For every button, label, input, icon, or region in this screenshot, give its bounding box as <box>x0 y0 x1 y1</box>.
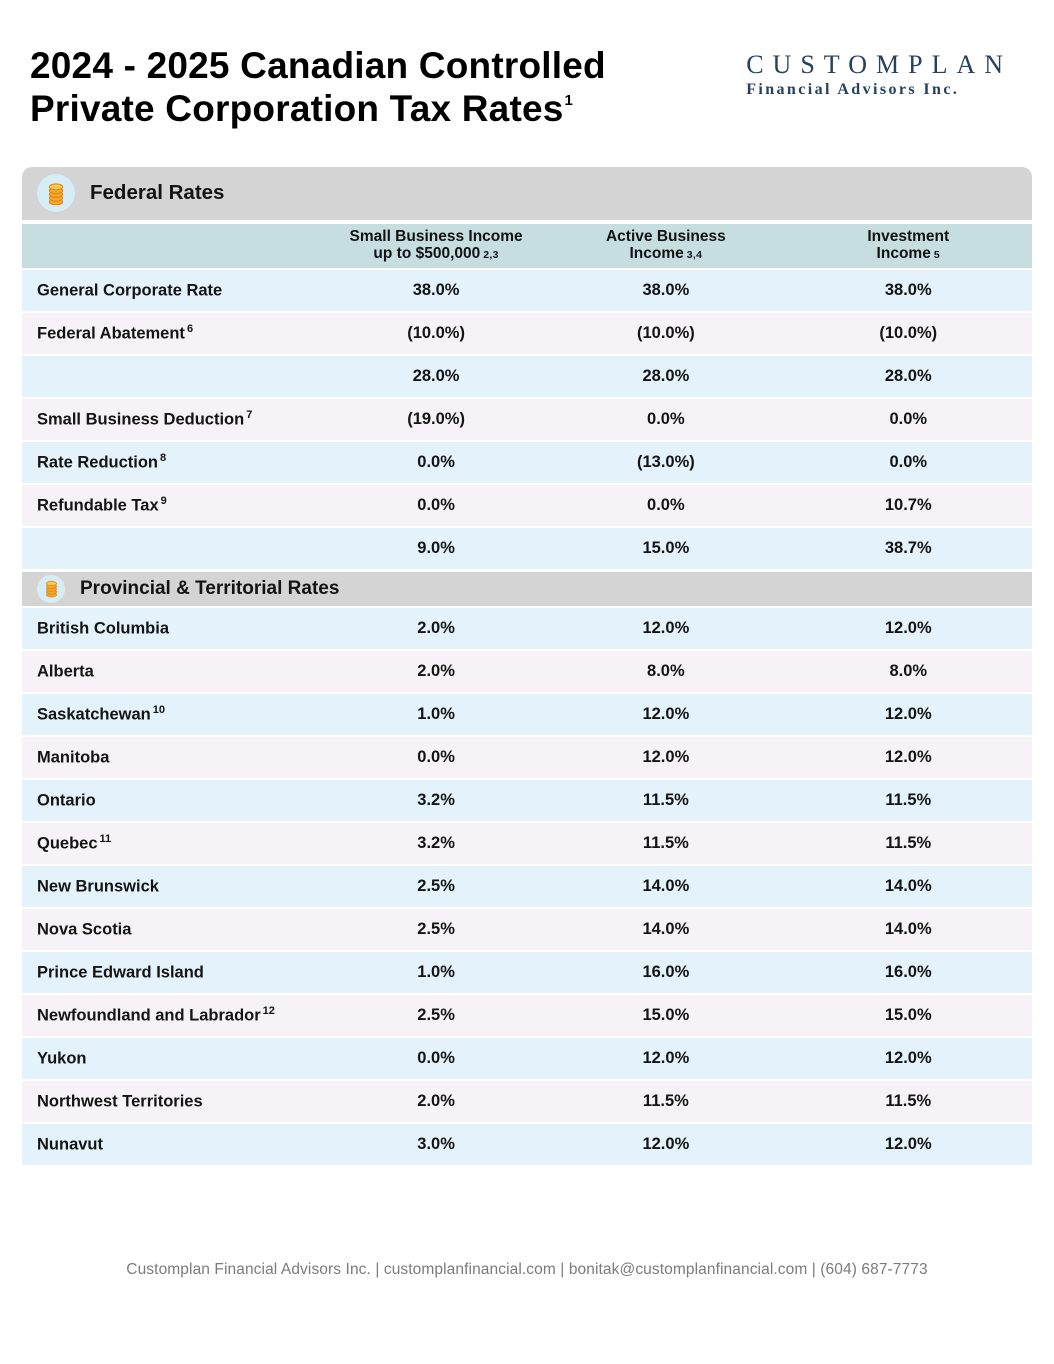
rate-value-small-business: (19.0%) <box>407 409 465 428</box>
tax-rates-table <box>22 167 1032 1165</box>
rate-value-active-business: 16.0% <box>642 962 690 981</box>
rate-value-active-business: 0.0% <box>647 409 685 428</box>
row-label: Federal Abatement $^6$ <box>37 322 194 343</box>
row-label: General Corporate Rate <box>37 281 223 300</box>
logo-wordmark: CUSTOMPLAN <box>746 50 1012 79</box>
rate-value-active-business: 8.0% <box>647 661 685 680</box>
row-label <box>22 366 325 387</box>
rate-value-small-business: 2.5% <box>417 876 455 895</box>
rate-value-active-business: 12.0% <box>642 1048 690 1067</box>
rate-value-active-business: 11.5% <box>642 833 689 852</box>
row-label: British Columbia <box>37 619 170 638</box>
rate-value-active-business: (13.0%) <box>636 452 695 471</box>
table-row <box>22 735 1032 778</box>
row-label: Ontario <box>37 791 96 810</box>
rate-value-small-business: 2.5% <box>417 1005 455 1024</box>
row-label: Nova Scotia <box>37 920 132 939</box>
table-row <box>22 821 1032 864</box>
footnote-superscript: 11 <box>99 832 112 845</box>
rate-value-investment: 14.0% <box>884 876 932 895</box>
rate-value-investment: 12.0% <box>884 618 932 637</box>
rate-value-small-business: 3.2% <box>417 833 455 852</box>
rate-value-investment: 0.0% <box>889 452 928 471</box>
federal-rows <box>22 268 1032 569</box>
rate-value-investment: 12.0% <box>884 747 932 766</box>
footer-contact: Customplan Financial Advisors Inc. | customplanfinancial.com | bonitak@customplanfinancial.com | (604) 687-7773 <box>126 1260 928 1278</box>
rate-value-small-business: 38.0% <box>412 280 460 299</box>
row-label: Alberta <box>37 662 94 681</box>
column-header-row <box>22 220 1032 268</box>
row-label: Saskatchewan $^{10}$ <box>37 703 165 724</box>
rate-value-investment: 12.0% <box>884 1048 932 1067</box>
coins-icon <box>37 575 65 603</box>
table-row <box>22 993 1032 1036</box>
row-label: Manitoba <box>37 748 110 767</box>
footnote-superscript: 9 <box>160 494 167 507</box>
rate-value-small-business: 3.0% <box>417 1134 455 1153</box>
rate-value-active-business: 15.0% <box>642 1005 690 1024</box>
logo-subtitle: Financial Advisors Inc. <box>746 81 960 98</box>
rate-value-active-business: 12.0% <box>642 618 690 637</box>
footnote-superscript: 12 <box>262 1004 275 1017</box>
table-row <box>22 1036 1032 1079</box>
row-label: Nunavut <box>37 1135 103 1154</box>
rate-value-investment: 11.5% <box>885 790 932 809</box>
provincial-rows <box>22 606 1032 1165</box>
coins-icon <box>37 174 75 212</box>
rate-value-small-business: 2.0% <box>417 618 455 637</box>
rate-value-small-business: 0.0% <box>417 495 455 514</box>
row-label: Newfoundland and Labrador $^{12}$ <box>37 1004 275 1025</box>
rate-value-investment: 16.0% <box>884 962 932 981</box>
rate-value-small-business: 0.0% <box>417 1048 455 1067</box>
column-footnote: 5 <box>933 249 940 262</box>
page-header <box>0 0 1054 131</box>
row-label: Small Business Deduction $^7$ <box>37 408 253 429</box>
rate-value-investment: 12.0% <box>884 704 932 723</box>
row-label: Prince Edward Island <box>37 963 204 982</box>
rate-value-investment: 11.5% <box>885 833 932 852</box>
rate-value-active-business: 38.0% <box>642 280 690 299</box>
footnote-superscript: 8 <box>160 451 167 464</box>
footnote-superscript: 10 <box>152 703 165 716</box>
rate-value-small-business: 28.0% <box>412 366 460 385</box>
rate-value-investment: 0.0% <box>889 409 928 428</box>
section-title: Provincial & Territorial Rates <box>80 577 340 599</box>
rate-value-investment: 28.0% <box>884 366 932 385</box>
rate-value-active-business: 11.5% <box>642 1091 689 1110</box>
rate-value-active-business: 0.0% <box>647 495 685 514</box>
table-row <box>22 397 1032 440</box>
row-label: Refundable Tax $^9$ <box>37 494 167 515</box>
footnote-superscript: 6 <box>186 322 194 335</box>
footnote-superscript: 7 <box>246 408 253 421</box>
rate-value-active-business: 12.0% <box>642 747 690 766</box>
section-header-federal <box>22 167 1032 220</box>
table-row <box>22 649 1032 692</box>
column-footnote: 3,4 <box>686 249 703 262</box>
table-row <box>22 354 1032 397</box>
table-row <box>22 606 1032 649</box>
rate-value-investment: 8.0% <box>889 661 928 680</box>
table-row <box>22 950 1032 993</box>
table-row <box>22 440 1032 483</box>
row-label: Yukon <box>37 1049 87 1068</box>
table-row <box>22 483 1032 526</box>
rate-value-small-business: 0.0% <box>417 452 455 471</box>
table-row <box>22 864 1032 907</box>
company-logo <box>746 50 1012 99</box>
column-header-small-business: Small Business Income up to $500,000 2,3 <box>349 227 523 263</box>
row-label: Rate Reduction $^8$ <box>37 451 167 472</box>
column-header-investment: Investment Income 5 <box>867 227 950 263</box>
table-row <box>22 907 1032 950</box>
title-footnote: 1 <box>564 92 574 110</box>
rate-value-active-business: 12.0% <box>642 704 690 723</box>
rate-value-investment: 14.0% <box>884 919 932 938</box>
rate-value-small-business: 9.0% <box>417 538 455 557</box>
rate-value-small-business: (10.0%) <box>407 323 465 342</box>
table-row <box>22 1122 1032 1165</box>
section-title: Federal Rates <box>90 181 225 205</box>
rate-value-investment: 38.0% <box>884 280 932 299</box>
rate-value-active-business: 14.0% <box>642 876 690 895</box>
rate-value-small-business: 0.0% <box>417 747 455 766</box>
rate-value-small-business: 1.0% <box>417 962 455 981</box>
rate-value-small-business: 2.0% <box>417 661 455 680</box>
rate-value-active-business: 12.0% <box>642 1134 690 1153</box>
table-row <box>22 268 1032 311</box>
row-label: Quebec $^{11}$ <box>37 832 112 853</box>
table-row <box>22 1079 1032 1122</box>
rate-value-active-business: 15.0% <box>642 538 690 557</box>
rate-value-small-business: 1.0% <box>417 704 455 723</box>
table-row <box>22 692 1032 735</box>
rate-value-investment: 11.5% <box>885 1091 932 1110</box>
rate-value-investment: 12.0% <box>884 1134 932 1153</box>
table-row <box>22 526 1032 569</box>
title-line-1: 2024 - 2025 Canadian Controlled <box>30 45 606 86</box>
rate-value-small-business: 2.5% <box>417 919 455 938</box>
table-row <box>22 311 1032 354</box>
rate-value-active-business: 11.5% <box>642 790 689 809</box>
column-header-active-business: Active Business Income 3,4 <box>605 227 726 263</box>
rate-value-investment: 15.0% <box>884 1005 932 1024</box>
rate-value-active-business: 14.0% <box>642 919 690 938</box>
rate-value-active-business: (10.0%) <box>636 323 695 342</box>
row-label <box>22 538 325 559</box>
section-header-provincial <box>22 569 1032 606</box>
column-footnote: 2,3 <box>483 249 499 262</box>
title-line-2: Private Corporation Tax Rates <box>30 88 564 130</box>
rate-value-investment: (10.0%) <box>879 323 938 342</box>
rate-value-investment: 10.7% <box>884 495 932 514</box>
rate-value-investment: 38.7% <box>884 538 932 557</box>
row-label: Northwest Territories <box>37 1092 203 1111</box>
rate-value-active-business: 28.0% <box>642 366 690 385</box>
table-row <box>22 778 1032 821</box>
row-label: New Brunswick <box>37 877 159 896</box>
rate-value-small-business: 2.0% <box>417 1091 455 1110</box>
rate-value-small-business: 3.2% <box>417 790 455 809</box>
